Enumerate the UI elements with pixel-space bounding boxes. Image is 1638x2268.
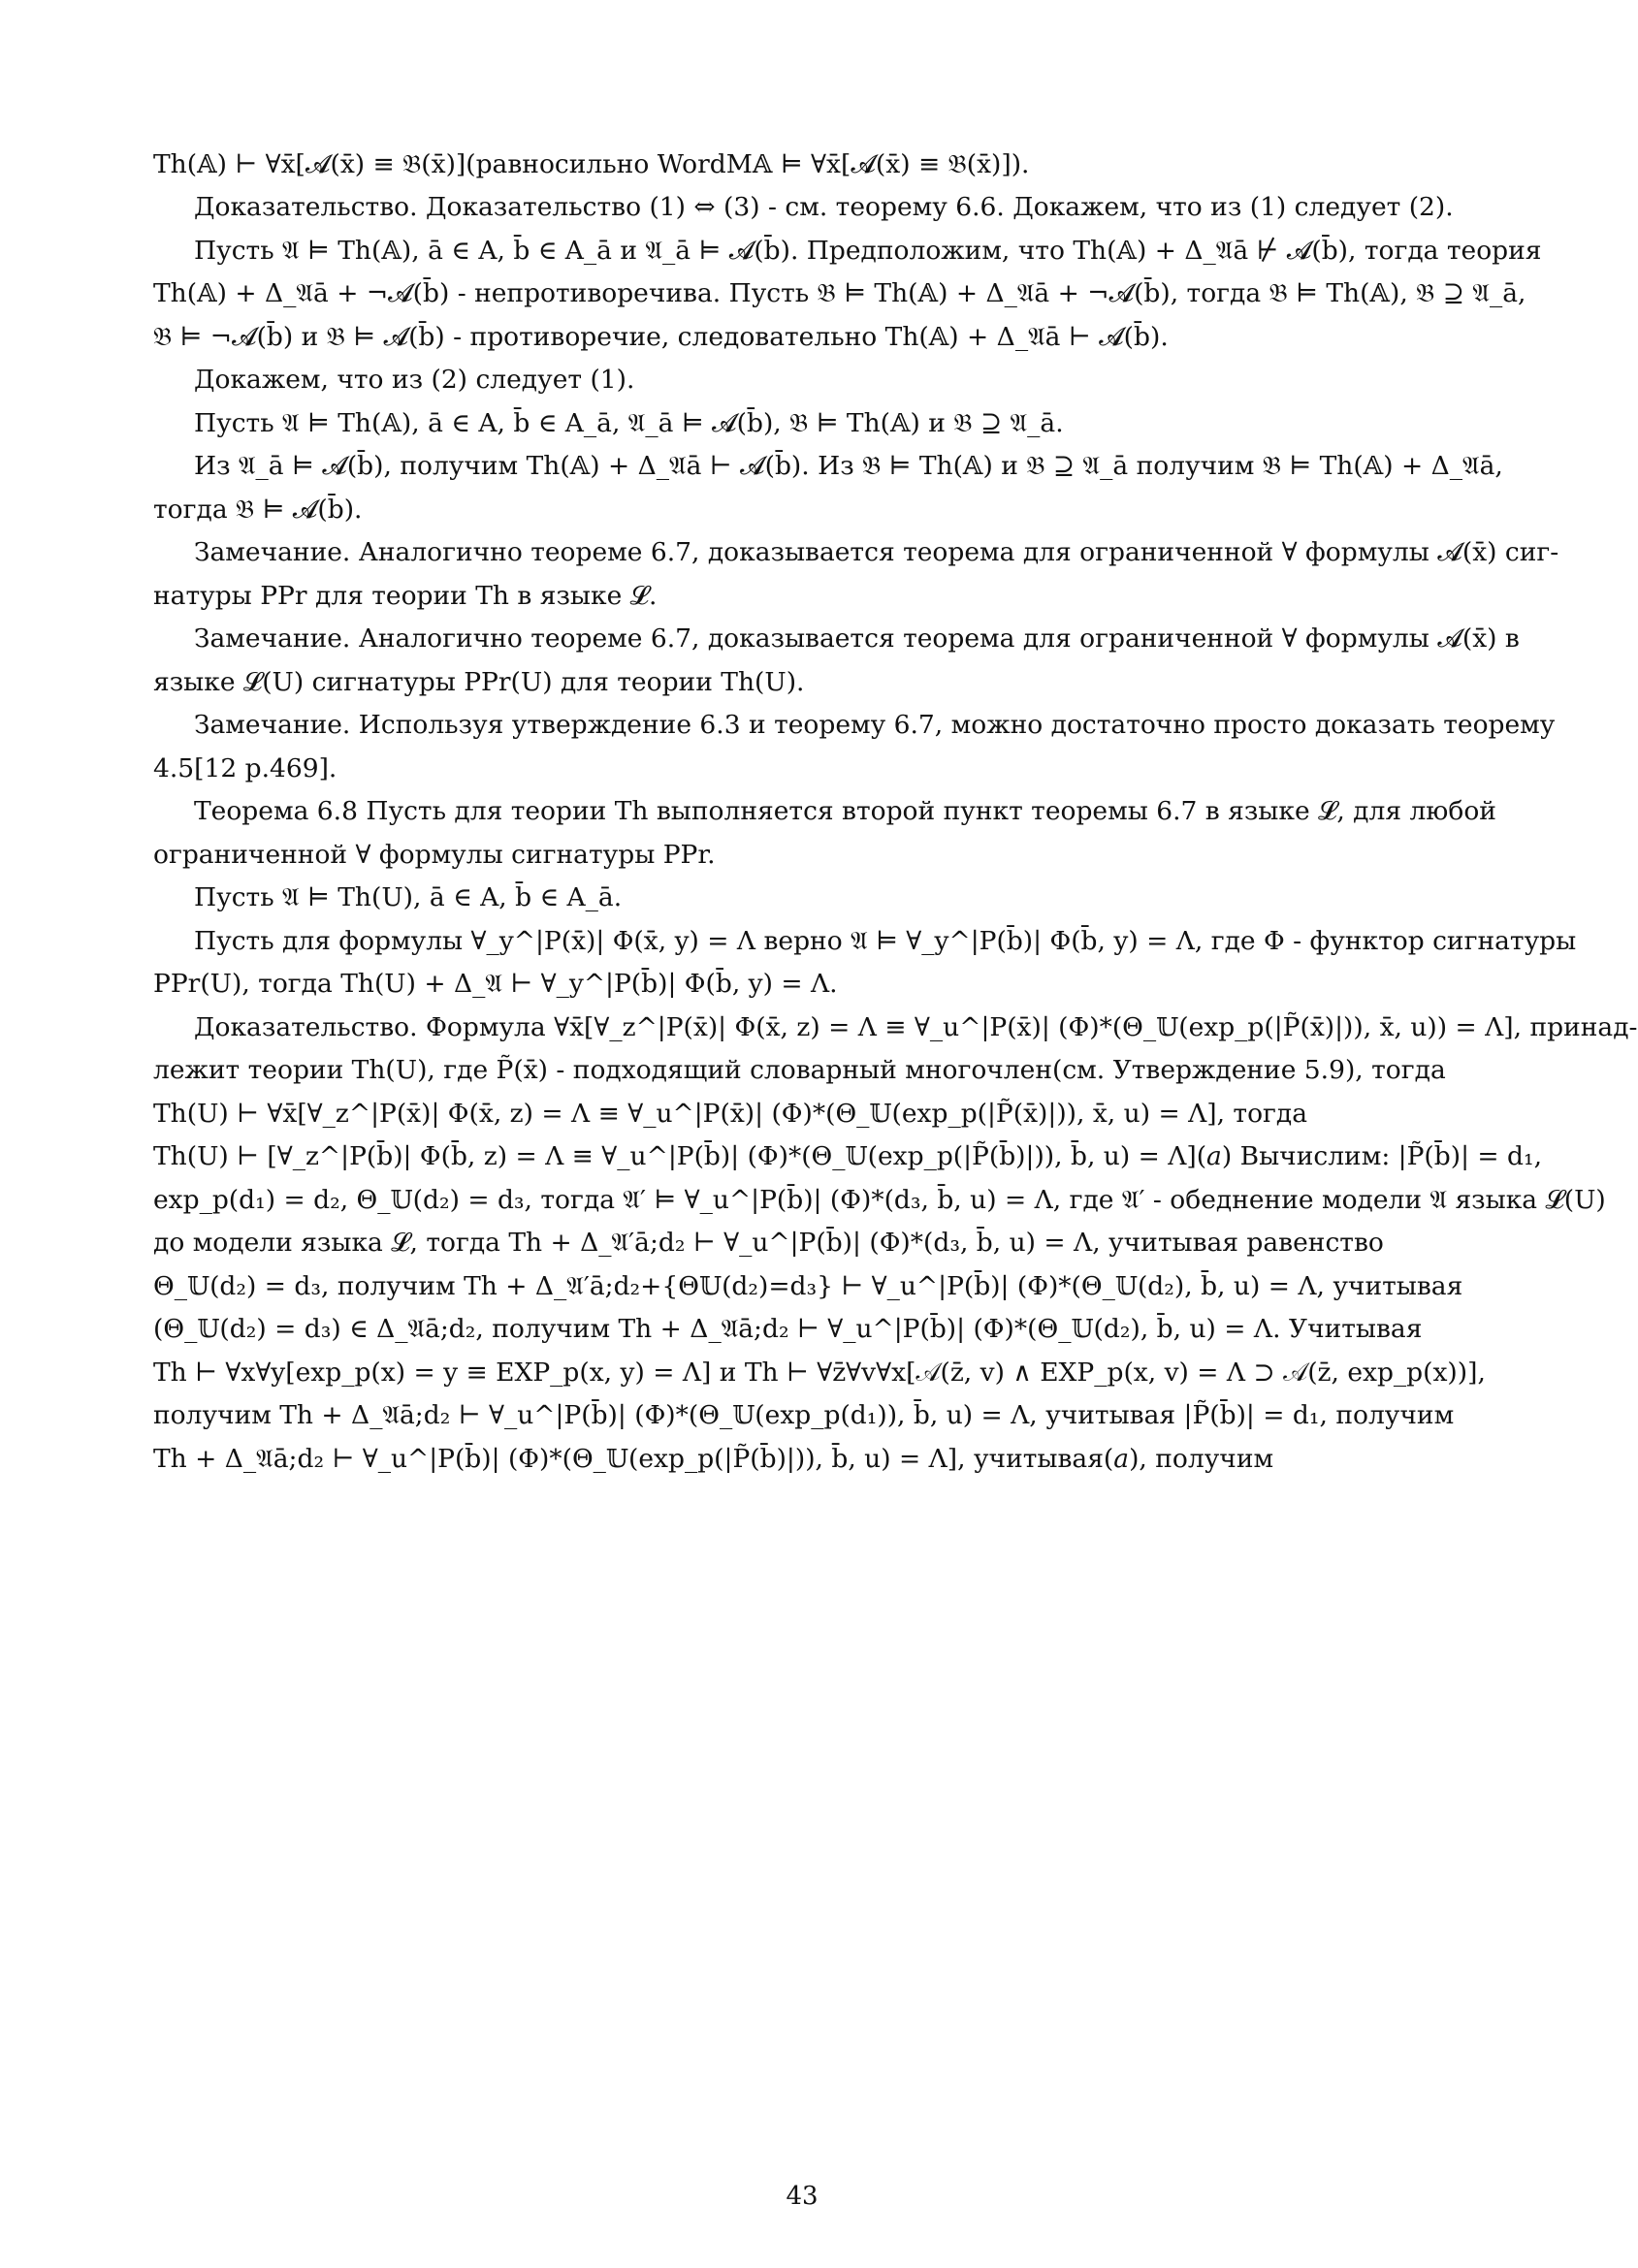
text-line-24: Th(U) ⊢ [∀_z^|P(b̄)| Φ(b̄, z) = Λ ≡ ∀_u^|P(b̄)| (Φ)*(Θ_𝕌(exp_p(|P̃(b̄)|)), b̄, u) = Λ](𝑎) Вычислим: |P̃(b̄)| = d₁, [153, 1141, 1543, 1171]
text-line-1: Th(𝔸) ⊢ ∀x̄[𝓐(x̄) ≡ 𝔅(x̄)](равносильно WordM𝔸 ⊨ ∀x̄[𝓐(x̄) ≡ 𝔅(x̄)]). [153, 149, 1030, 179]
text-line-16: Теорема 6.8 Пусть для теории Th выполняется второй пункт теоремы 6.7 в языке 𝓛, для любой [194, 796, 1496, 826]
text-line-4: Th(𝔸) + Δ_𝔄ā + ¬𝓐(b̄) - непротиворечива. Пусть 𝔅 ⊨ Th(𝔸) + Δ_𝔄ā + ¬𝓐(b̄), тогда 𝔅 ⊨ Th(𝔸), 𝔅 ⊇ 𝔄_ā, [153, 278, 1526, 308]
text-line-8: Из 𝔄_ā ⊨ 𝓐(b̄), получим Th(𝔸) + Δ_𝔄ā ⊢ 𝓐(b̄). Из 𝔅 ⊨ Th(𝔸) и 𝔅 ⊇ 𝔄_ā получим 𝔅 ⊨ Th(𝔸) + Δ_𝔄ā, [194, 451, 1503, 481]
text-line-17: ограниченной ∀ формулы сигнатуры PPr. [153, 840, 716, 870]
text-line-14: Замечание. Используя утверждение 6.3 и теорему 6.7, можно достаточно просто доказать теорему [194, 710, 1556, 740]
text-line-31: Th + Δ_𝔄ā;d₂ ⊢ ∀_u^|P(b̄)| (Φ)*(Θ_𝕌(exp_p(|P̃(b̄)|)), b̄, u) = Λ], учитывая(𝑎), получим [153, 1444, 1274, 1474]
text-line-25: exp_p(d₁) = d₂, Θ_𝕌(d₂) = d₃, тогда 𝔄′ ⊨ ∀_u^|P(b̄)| (Φ)*(d₃, b̄, u) = Λ, где 𝔄′ - обеднение модели 𝔄 языка 𝓛(U) [153, 1185, 1606, 1215]
text-line-7: Пусть 𝔄 ⊨ Th(𝔸), ā ∈ A, b̄ ∈ A_ā, 𝔄_ā ⊨ 𝓐(b̄), 𝔅 ⊨ Th(𝔸) и 𝔅 ⊇ 𝔄_ā. [194, 408, 1064, 438]
text-line-15: 4.5[12 p.469]. [153, 753, 337, 783]
text-line-5: 𝔅 ⊨ ¬𝓐(b̄) и 𝔅 ⊨ 𝓐(b̄) - противоречие, следовательно Th(𝔸) + Δ_𝔄ā ⊢ 𝓐(b̄). [153, 322, 1169, 352]
text-line-9: тогда 𝔅 ⊨ 𝓐(b̄). [153, 495, 363, 525]
page-number: 43 [786, 2182, 819, 2211]
text-line-18: Пусть 𝔄 ⊨ Th(U), ā ∈ A, b̄ ∈ A_ā. [194, 882, 623, 912]
text-line-6: Докажем, что из (2) следует (1). [194, 365, 635, 395]
text-line-20: PPr(U), тогда Th(U) + Δ_𝔄 ⊢ ∀_y^|P(b̄)| Φ(b̄, y) = Λ. [153, 969, 838, 999]
text-line-26: до модели языка 𝓛, тогда Th + Δ_𝔄′ā;d₂ ⊢ ∀_u^|P(b̄)| (Φ)*(d₃, b̄, u) = Λ, учитывая равенство [153, 1228, 1384, 1258]
text-line-10: Замечание. Аналогично теореме 6.7, доказывается теорема для ограниченной ∀ формулы 𝓐(x̄) сиг- [194, 537, 1559, 567]
text-line-30: получим Th + Δ_𝔄ā;d₂ ⊢ ∀_u^|P(b̄)| (Φ)*(Θ_𝕌(exp_p(d₁)), b̄, u) = Λ, учитывая |P̃(b̄)| = d₁, получим [153, 1400, 1455, 1430]
text-line-12: Замечание. Аналогично теореме 6.7, доказывается теорема для ограниченной ∀ формулы 𝓐(x̄) в [194, 623, 1520, 654]
text-line-11: натуры PPr для теории Th в языке 𝓛. [153, 581, 658, 611]
text-line-19: Пусть для формулы ∀_y^|P(x̄)| Φ(x̄, y) = Λ верно 𝔄 ⊨ ∀_y^|P(b̄)| Φ(b̄, y) = Λ, где Φ - функтор сигнатуры [194, 926, 1577, 956]
text-line-13: языке 𝓛(U) сигнатуры PPr(U) для теории Th(U). [153, 667, 805, 697]
text-line-27: Θ_𝕌(d₂) = d₃, получим Th + Δ_𝔄′ā;d₂+{Θ𝕌(d₂)=d₃} ⊢ ∀_u^|P(b̄)| (Φ)*(Θ_𝕌(d₂), b̄, u) = Λ, учитывая [153, 1271, 1463, 1301]
text-line-23: Th(U) ⊢ ∀x̄[∀_z^|P(x̄)| Φ(x̄, z) = Λ ≡ ∀_u^|P(x̄)| (Φ)*(Θ_𝕌(exp_p(|P̃(x̄)|)), x̄, u) = Λ], тогда [153, 1099, 1308, 1129]
text-line-28: (Θ_𝕌(d₂) = d₃) ∈ Δ_𝔄ā;d₂, получим Th + Δ_𝔄ā;d₂ ⊢ ∀_u^|P(b̄)| (Φ)*(Θ_𝕌(d₂), b̄, u) = Λ. Учитывая [153, 1314, 1423, 1344]
text-line-3: Пусть 𝔄 ⊨ Th(𝔸), ā ∈ A, b̄ ∈ A_ā и 𝔄_ā ⊨ 𝓐(b̄). Предположим, что Th(𝔸) + Δ_𝔄ā ⊬ 𝓐(b̄), тогда теория [194, 236, 1542, 266]
text-line-22: лежит теории Th(U), где P̃(x̄) - подходящий словарный многочлен(см. Утверждение 5.9), тогда [153, 1055, 1446, 1085]
text-line-21: Доказательство. Формула ∀x̄[∀_z^|P(x̄)| Φ(x̄, z) = Λ ≡ ∀_u^|P(x̄)| (Φ)*(Θ_𝕌(exp_p(|P̃(x̄)|)), x̄, u)) = Λ], принад- [194, 1012, 1638, 1042]
text-line-2: Доказательство. Доказательство (1) ⇔ (3) - см. теорему 6.6. Докажем, что из (1) следует (2). [194, 192, 1454, 222]
text-line-29: Th ⊢ ∀x∀y[exp_p(x) = y ≡ EXP_p(x, y) = Λ] и Th ⊢ ∀z̄∀v∀x[𝒜(z̄, v) ∧ EXP_p(x, v) = Λ ⊃ 𝒜(z̄, exp_p(x))], [153, 1358, 1486, 1388]
